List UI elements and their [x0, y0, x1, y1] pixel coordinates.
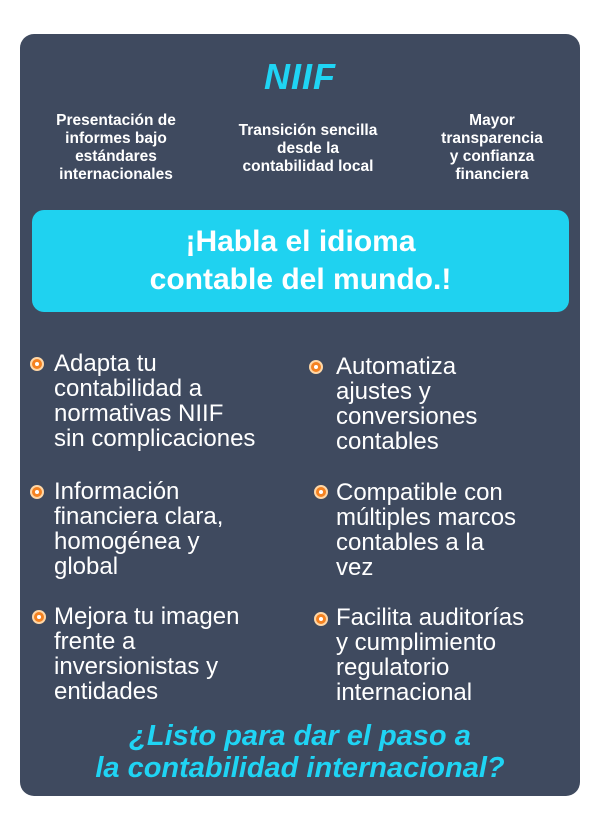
page-title: NIIF — [264, 56, 336, 97]
feature-transition: Transición sencilla desde la contabilidad local — [238, 122, 378, 175]
benefit-item: Automatiza ajustes y conversiones contables — [336, 353, 478, 455]
benefit-item: Mejora tu imagen frente a inversionistas y entidades — [54, 603, 240, 705]
call-to-action: ¿Listo para dar el paso a la contabilidad internacional? — [95, 720, 505, 784]
feature-reporting: Presentación de informes bajo estándares internacionales — [56, 112, 176, 183]
bullet-icon — [314, 612, 328, 626]
bullet-icon — [314, 485, 328, 499]
bullet-icon — [30, 485, 44, 499]
bullet-icon — [32, 610, 46, 624]
benefit-item: Adapta tu contabilidad a normativas NIIF sin complicaciones — [54, 350, 256, 452]
bullet-icon — [30, 357, 44, 371]
benefit-item: Compatible con múltiples marcos contables a la vez — [336, 479, 517, 581]
headline-banner: ¡Habla el idioma contable del mundo.! — [32, 210, 569, 312]
bullet-icon — [309, 360, 323, 374]
niif-card — [20, 34, 580, 796]
benefit-item: Información financiera clara, homogénea y global — [54, 478, 224, 580]
feature-transparency: Mayor transparencia y confianza financiera — [441, 112, 543, 183]
benefit-item: Facilita auditorías y cumplimiento regulatorio internacional — [336, 604, 525, 706]
